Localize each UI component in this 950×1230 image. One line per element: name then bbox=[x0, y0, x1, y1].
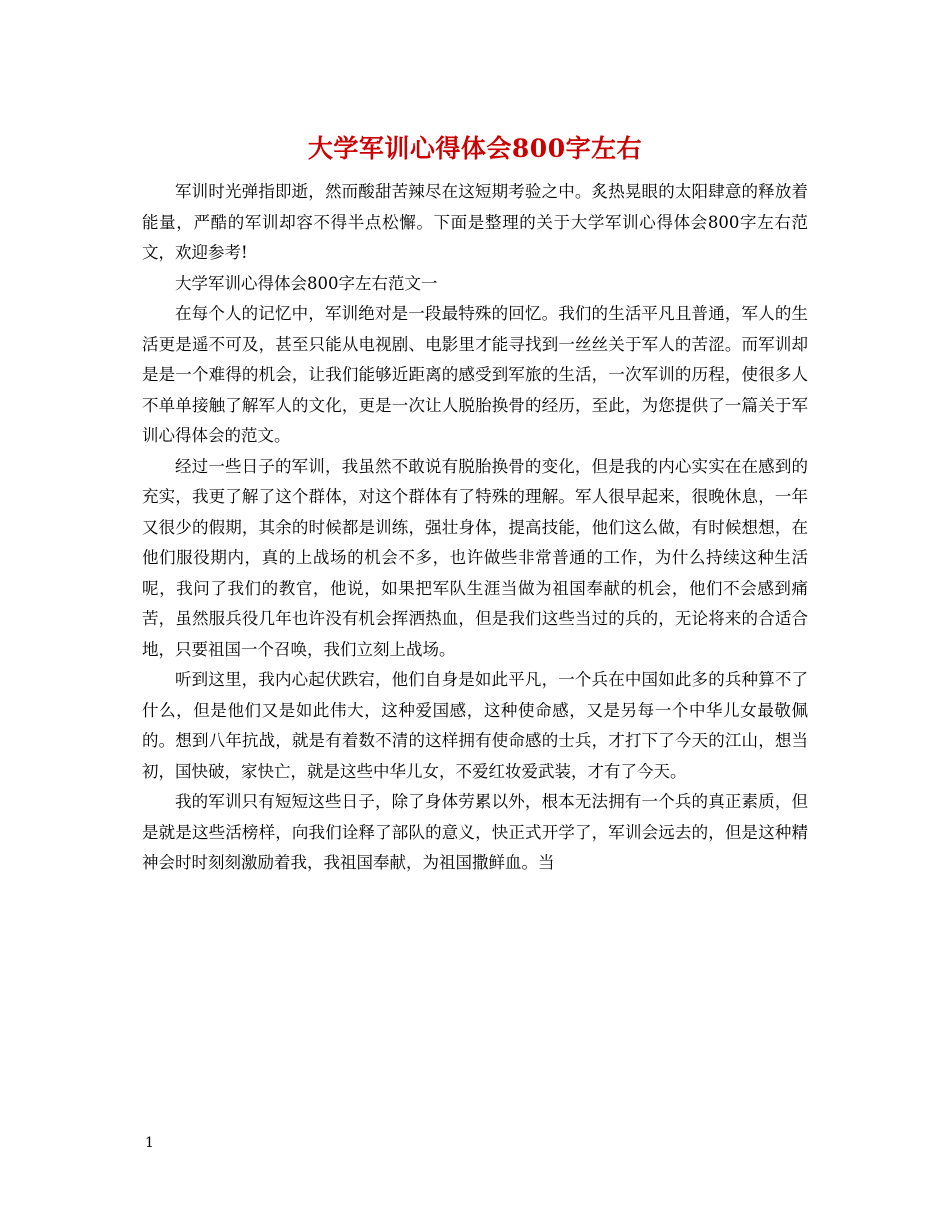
paragraph-body-3: 听到这里，我内心起伏跌宕，他们自身是如此平凡，一个兵在中国如此多的兵种算不了什么，但是他们又是如此伟大，这种爱国感，这种使命感，又是另每一个中华儿女最敬佩的。想到八年抗战，就是有着数不清的这样拥有使命感的士兵，才打下了今天的江山，想当初，国快破，家快亡，就是这些中华儿女，不爱红妆爱武装，才有了今天。 bbox=[142, 670, 808, 781]
paragraph-body-4: 我的军训只有短短这些日子，除了身体劳累以外，根本无法拥有一个兵的真正素质，但是就是这些活榜样，向我们诠释了部队的意义，快正式开学了，军训会远去的，但是这种精神会时时刻刻激励着我，我祖国奉献，为祖国撒鲜血。当 bbox=[142, 792, 808, 872]
document-body bbox=[142, 177, 808, 879]
paragraph-subheading: 大学军训心得体会800字左右范文一 bbox=[175, 273, 438, 293]
document-title: 大学军训心得体会800字左右 bbox=[307, 134, 643, 163]
paragraph-body-1: 在每个人的记忆中，军训绝对是一段最特殊的回忆。我们的生活平凡且普通，军人的生活更是遥不可及，甚至只能从电视剧、电影里才能寻找到一丝丝关于军人的苦涩。而军训却是是一个难得的机会，让我们能够近距离的感受到军旅的生活，一次军训的历程，使很多人不单单接触了解军人的文化，更是一次让人脱胎换骨的经历，至此，为您提供了一篇关于军训心得体会的范文。 bbox=[142, 304, 808, 445]
paragraph-body-2: 经过一些日子的军训，我虽然不敢说有脱胎换骨的变化，但是我的内心实实在在感到的充实，我更了解了这个群体，对这个群体有了特殊的理解。军人很早起来，很晚休息，一年又很少的假期，其余的时候都是训练，强壮身体，提高技能，他们这么做，有时候想想，在他们服役期内，真的上战场的机会不多，也许做些非常普通的工作，为什么持续这种生活呢，我问了我们的教官，他说，如果把军队生涯当做为祖国奉献的机会，他们不会感到痛苦，虽然服兵役几年也许没有机会挥洒热血，但是我们这些当过的兵的，无论将来的合适合地，只要祖国一个召唤，我们立刻上战场。 bbox=[142, 456, 808, 659]
page-number: 1 bbox=[145, 1135, 154, 1151]
paragraph-intro: 军训时光弹指即逝，然而酸甜苦辣尽在这短期考验之中。炙热晃眼的太阳肆意的释放着能量，严酷的军训却容不得半点松懈。下面是整理的关于大学军训心得体会800字左右范文，欢迎参考! bbox=[142, 182, 808, 262]
